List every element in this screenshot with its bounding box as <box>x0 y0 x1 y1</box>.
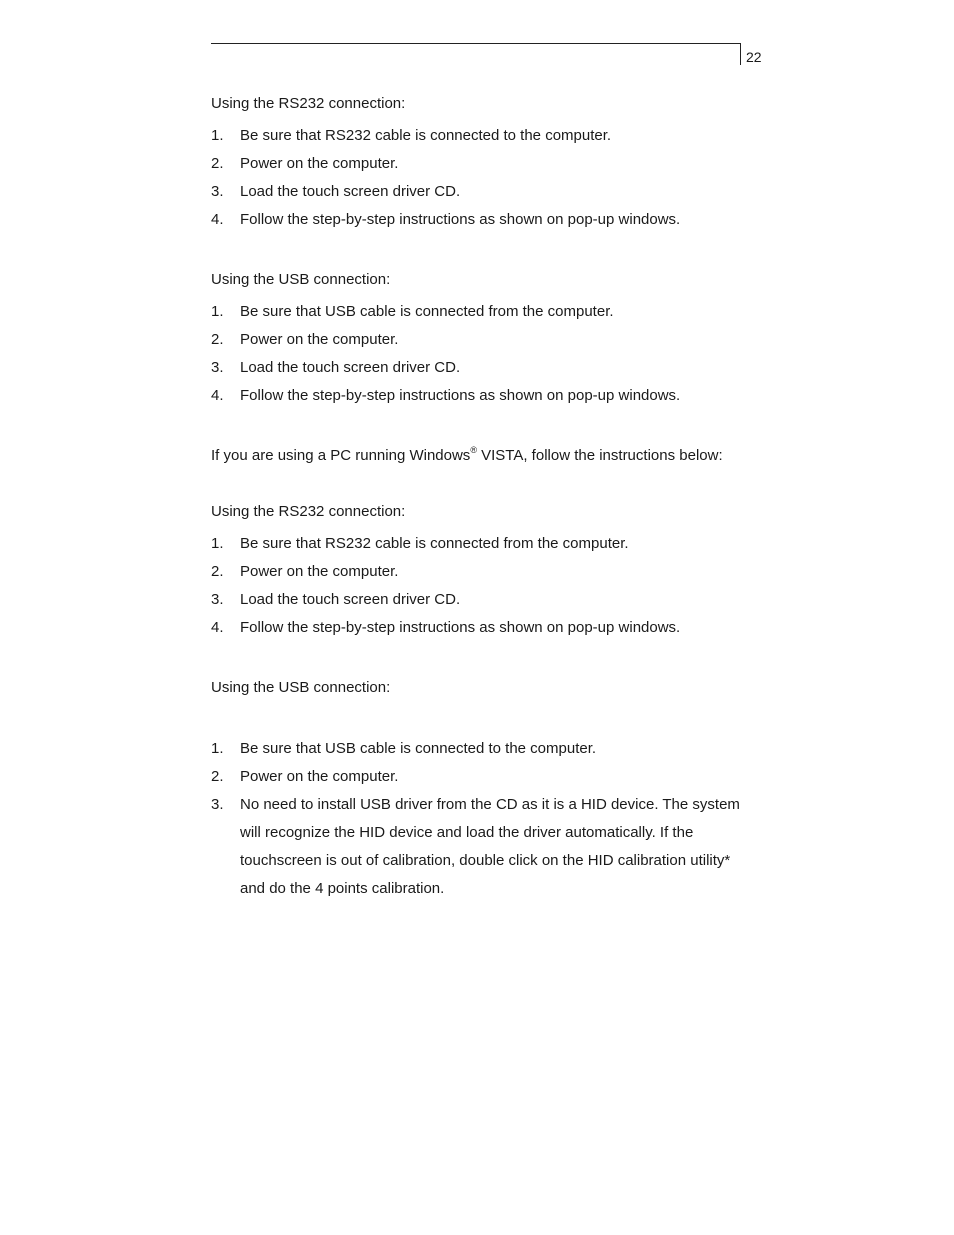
list-item <box>211 298 751 326</box>
step-number: 4. <box>211 619 224 636</box>
list-item <box>211 791 751 903</box>
list-item <box>211 558 751 586</box>
list-item <box>211 122 751 150</box>
registered-mark: ® <box>470 445 477 455</box>
list-item <box>211 382 751 410</box>
step-number: 2. <box>211 768 224 785</box>
step-text: Power on the computer. <box>240 331 399 348</box>
step-text: Power on the computer. <box>240 563 399 580</box>
step-text: Be sure that RS232 cable is connected to the computer. <box>240 127 612 144</box>
step-text: Follow the step-by-step instructions as shown on pop-up windows. <box>240 211 681 228</box>
step-number: 1. <box>211 303 224 320</box>
list-item <box>211 206 751 234</box>
step-text: Follow the step-by-step instructions as shown on pop-up windows. <box>240 619 681 636</box>
step-number: 3. <box>211 796 224 813</box>
steps-list-vista-usb <box>211 735 751 903</box>
vista-intro <box>211 446 751 466</box>
step-text: Be sure that USB cable is connected to the computer. <box>240 740 597 757</box>
header-rule <box>211 43 741 44</box>
section-heading-vista-rs232: Using the RS232 connection: <box>211 503 406 520</box>
step-text: Be sure that USB cable is connected from the computer. <box>240 303 614 320</box>
list-item <box>211 586 751 614</box>
list-item <box>211 354 751 382</box>
step-text: Load the touch screen driver CD. <box>240 591 461 608</box>
page-number: 22 <box>746 49 762 65</box>
step-number: 1. <box>211 740 224 757</box>
step-number: 3. <box>211 183 224 200</box>
section-heading-rs232: Using the RS232 connection: <box>211 95 406 112</box>
step-number: 3. <box>211 359 224 376</box>
step-text: Load the touch screen driver CD. <box>240 359 461 376</box>
step-number: 2. <box>211 563 224 580</box>
section-heading-usb: Using the USB connection: <box>211 271 391 288</box>
header-divider <box>740 43 741 65</box>
step-number: 2. <box>211 155 224 172</box>
section-heading-vista-usb: Using the USB connection: <box>211 679 391 696</box>
list-item <box>211 150 751 178</box>
step-number: 1. <box>211 127 224 144</box>
list-item <box>211 530 751 558</box>
step-text: Power on the computer. <box>240 155 399 172</box>
step-text: Power on the computer. <box>240 768 399 785</box>
step-number: 2. <box>211 331 224 348</box>
page-body <box>211 94 751 903</box>
steps-list-vista-rs232 <box>211 530 751 642</box>
list-item <box>211 614 751 642</box>
step-text: No need to install USB driver from the CD as it is a HID device. The system will recognize the HID device and load the driver automatically. If the touchscreen is out of calibration, double click on the HID calibration utility* and do the 4 points calibration. <box>240 796 740 897</box>
list-item <box>211 178 751 206</box>
step-number: 4. <box>211 387 224 404</box>
step-text: Follow the step-by-step instructions as shown on pop-up windows. <box>240 387 681 404</box>
step-text: Be sure that RS232 cable is connected from the computer. <box>240 535 629 552</box>
step-number: 3. <box>211 591 224 608</box>
step-number: 4. <box>211 211 224 228</box>
list-item <box>211 763 751 791</box>
steps-list-usb <box>211 298 751 410</box>
vista-intro-before: If you are using a PC running Windows <box>211 447 471 464</box>
list-item <box>211 735 751 763</box>
list-item <box>211 326 751 354</box>
steps-list-rs232 <box>211 122 751 234</box>
step-text: Load the touch screen driver CD. <box>240 183 461 200</box>
vista-intro-after: VISTA, follow the instructions below: <box>476 447 723 464</box>
step-number: 1. <box>211 535 224 552</box>
